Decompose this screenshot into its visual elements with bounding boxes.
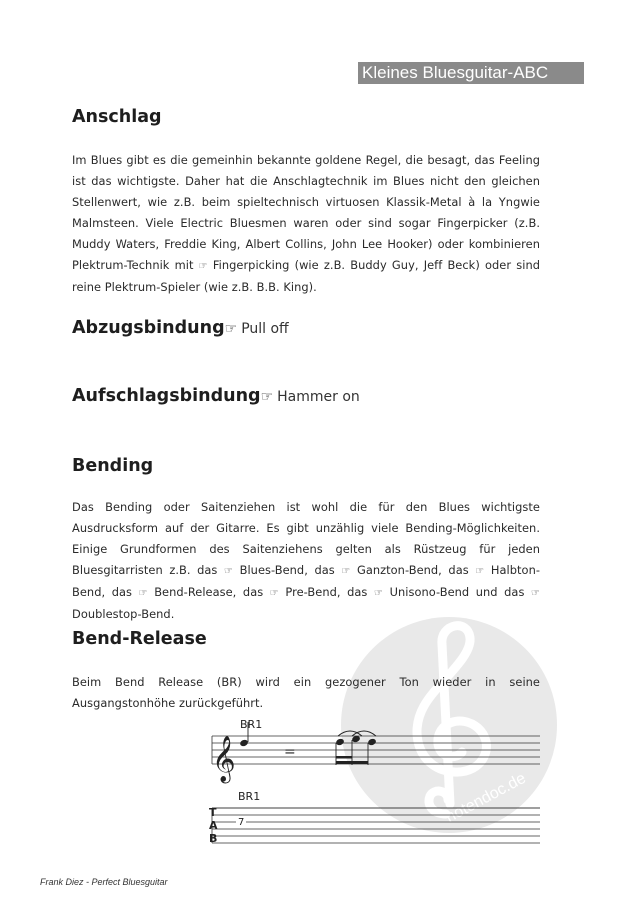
see-reference-icon: ☞: [341, 566, 351, 577]
see-reference-icon: ☞: [269, 588, 279, 599]
see-reference-icon: ☞: [260, 389, 274, 405]
equals-sign: =: [284, 744, 296, 760]
paragraph-anschlag: Im Blues gibt es die gemeinhin bekannte goldene Regel, die besagt, das Feeling ist das wichtigste. Daher hat die Anschlagtechnik im Blues nicht den gleichen Stellenwert, wie z.B. beim spieltechnisch virtuosen Klassik-Metal à la Yngwie Malmsteen. Viele Electric Bluesmen waren oder sind sogar Fingerpicker (z.B. Muddy Waters, Freddie King, Albert Collins, John Lee Hooker) oder kombinieren Plektrum-Technik mit ☞ Fingerpicking (wie z.B. Buddy Guy, Jeff Beck) oder sind reine Plektrum-Spieler (wie z.B. B.B. King).: [72, 153, 540, 294]
cross-reference-pull-off: Pull off: [241, 321, 289, 337]
cross-reference-hammer-on: Hammer on: [277, 389, 360, 405]
staff-bend-label: BR1: [240, 718, 263, 731]
note-head: [239, 739, 249, 747]
see-reference-icon: ☞: [374, 588, 384, 599]
heading-aufschlagsbindung: Aufschlagsbindung☞ Hammer on: [72, 386, 360, 406]
tab-lines: [212, 808, 540, 843]
see-reference-icon: ☞: [224, 566, 234, 577]
tab-bend-label: BR1: [238, 790, 261, 803]
paragraph-bend-release: Beim Bend Release (BR) wird ein gezogener Ton wieder in seine Ausgangstonhöhe zurückgeführt.: [72, 675, 540, 710]
see-reference-icon: ☞: [475, 566, 485, 577]
heading-abzugsbindung: Abzugsbindung☞ Pull off: [72, 318, 289, 338]
see-reference-icon: ☞: [531, 588, 541, 599]
see-reference-icon: ☞: [224, 321, 238, 337]
heading-anschlag: Anschlag: [72, 107, 162, 127]
tab-letter-a: A: [209, 819, 218, 832]
heading-bending: Bending: [72, 456, 154, 476]
notation-example: [200, 712, 540, 852]
tab-letter-t: T: [209, 806, 217, 819]
page-header-banner: Kleines Bluesguitar-ABC: [358, 62, 584, 84]
watermark-text: notendoc.de: [443, 769, 529, 827]
page-footer: Frank Diez - Perfect Bluesguitar: [40, 877, 168, 887]
paragraph-bending: Das Bending oder Saitenziehen ist wohl die für den Blues wichtigste Ausdrucksform auf der Gitarre. Es gibt unzählig viele Bending-Möglichkeiten. Einige Grundformen des Saitenziehens gelten als Rüstzeug für jeden Bluesgitarristen z.B. das ☞ Blues-Bend, das ☞ Ganzton-Bend, das ☞ Halbton-Bend, das ☞ Bend-Release, das ☞ Pre-Bend, das ☞ Unisono-Bend und das ☞ Doublestop-Bend.: [72, 500, 541, 621]
staff-lines: [212, 736, 540, 764]
tab-letter-b: B: [209, 832, 218, 845]
treble-clef-icon: 𝄞: [212, 736, 236, 782]
tab-fret-number: 7: [238, 817, 245, 828]
see-reference-icon: ☞: [138, 588, 148, 599]
see-reference-icon: ☞: [198, 261, 208, 272]
heading-bend-release: Bend-Release: [72, 629, 207, 649]
